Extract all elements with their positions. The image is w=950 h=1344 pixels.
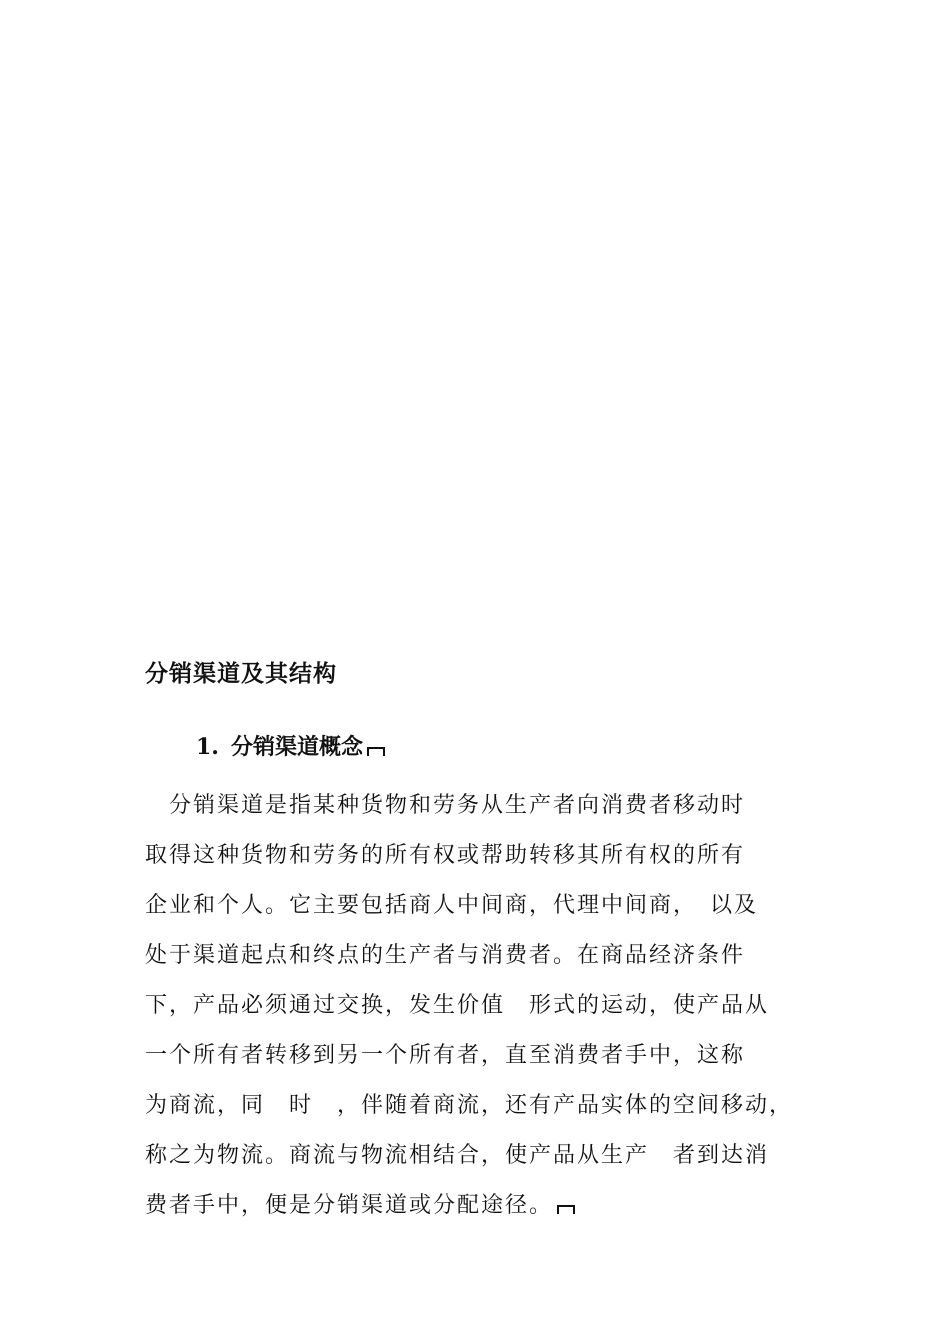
paragraph-line: 下，产品必须通过交换，发生价值 形式的运动，使产品从 xyxy=(145,993,770,1018)
paragraph-line: 处于渠道起点和终点的生产者与消费者。在商品经济条件 xyxy=(145,943,746,968)
section-number: 1. xyxy=(196,734,219,760)
section-heading-text: 分销渠道概念 xyxy=(230,734,363,760)
paragraph-line: 取得这种货物和劳务的所有权或帮助转移其所有权的所有 xyxy=(145,843,746,868)
section-heading xyxy=(196,730,385,761)
body-paragraph xyxy=(145,781,805,1231)
paragraph-line: 一个所有者转移到另一个所有者，直至消费者手中，这称 xyxy=(145,1043,746,1068)
paragraph-line: 企业和个人。它主要包括商人中间商，代理中间商， 以及 xyxy=(145,893,759,918)
paragraph-mark-icon xyxy=(557,1205,575,1214)
paragraph-line: 分销渠道是指某种货物和劳务从生产者向消费者移动时 xyxy=(145,793,746,818)
paragraph-line-last xyxy=(145,1181,805,1231)
paragraph-line-text: 费者手中，便是分销渠道或分配途径。 xyxy=(145,1193,554,1218)
paragraph-mark-icon xyxy=(367,747,385,756)
paragraph-line: 称之为物流。商流与物流相结合，使产品从生产 者到达消 xyxy=(145,1143,770,1168)
document-title: 分销渠道及其结构 xyxy=(145,660,337,687)
paragraph-line: 为商流，同 时 ，伴随着商流，还有产品实体的空间移动， xyxy=(145,1093,794,1118)
